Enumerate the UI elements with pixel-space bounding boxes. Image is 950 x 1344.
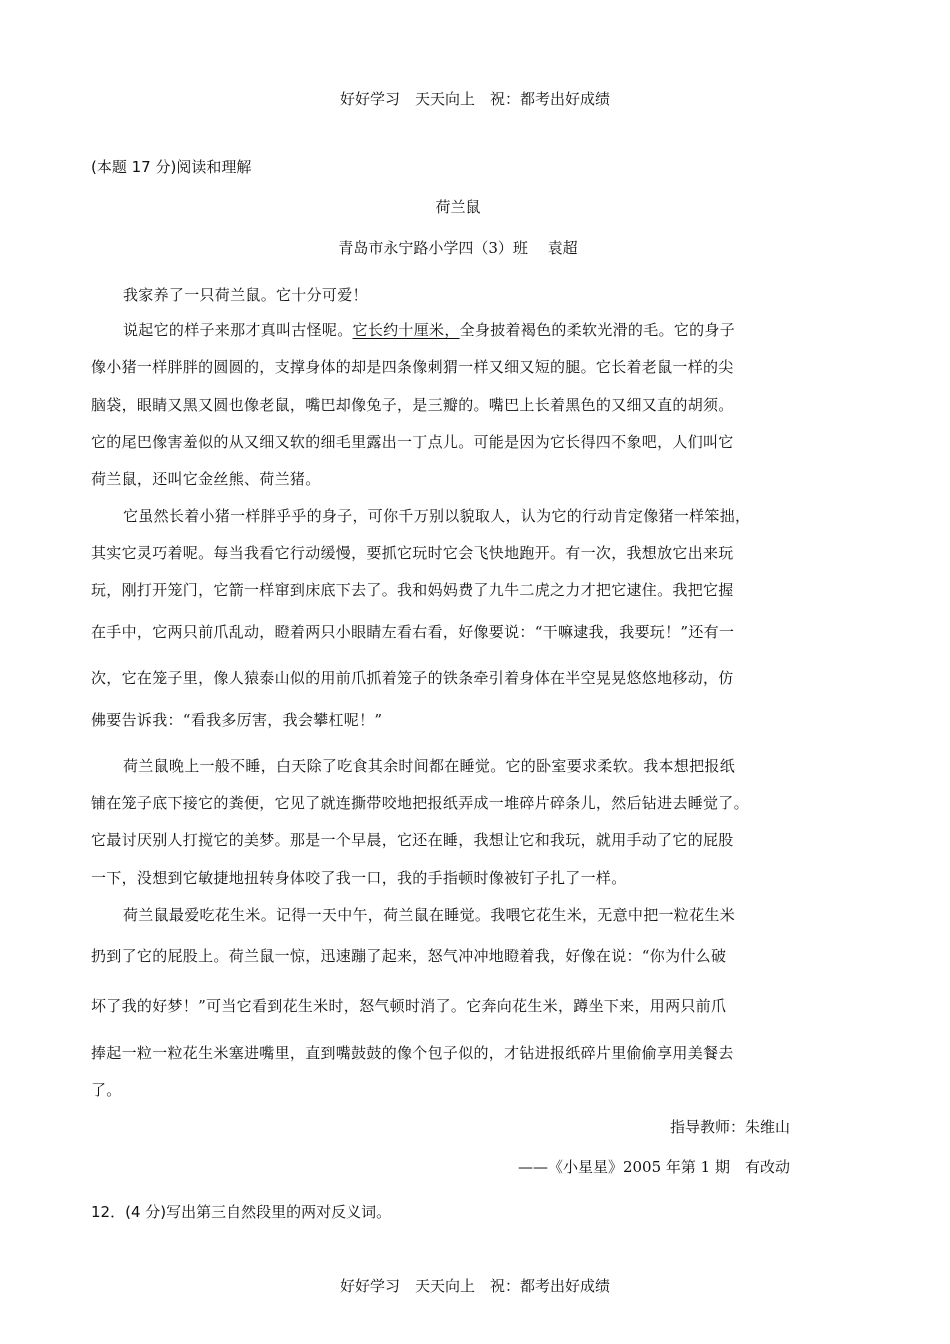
paragraph-line: 它的尾巴像害羞似的从又细又软的细毛里露出一丁点儿。可能是因为它长得四不象吧，人们叫它 (91, 433, 734, 451)
teacher-credit: 指导教师：朱维山 (669, 1118, 790, 1136)
paragraph-line: 荷兰鼠晚上一般不睡，白天除了吃食其余时间都在睡觉。它的卧室要求柔软。我本想把报纸 (123, 757, 736, 775)
paragraph-line: 扔到了它的屁股上。荷兰鼠一惊，迅速蹦了起来，怒气冲冲地瞪着我，好像在说：“你为什么破 (91, 947, 727, 965)
paragraph-line: 了。 (91, 1081, 122, 1099)
paragraph-line: 在手中，它两只前爪乱动，瞪着两只小眼睛左看右看，好像要说：“干嘛逮我，我要玩！”还有一 (91, 623, 735, 641)
paragraph-line: 它最讨厌别人打搅它的美梦。那是一个早晨，它还在睡，我想让它和我玩，就用手动了它的屁股 (91, 831, 734, 849)
section-intro: (本题 17 分)阅读和理解 (91, 158, 252, 176)
paragraph-line: 一下，没想到它敏捷地扭转身体咬了我一口，我的手指顿时像被钉子扎了一样。 (91, 869, 627, 887)
paragraph-line: 铺在笼子底下接它的粪便，它见了就连撕带咬地把报纸弄成一堆碎片碎条儿，然后钻进去睡觉了。 (91, 794, 749, 812)
page-header: 好好学习 天天向上 祝：都考出好成绩 (339, 90, 610, 108)
paragraph-line: 次，它在笼子里，像人猿泰山似的用前爪抓着笼子的铁条牵引着身体在半空晃晃悠悠地移动，仿 (91, 669, 734, 687)
article-title: 荷兰鼠 (435, 198, 481, 216)
paragraph-line: 荷兰鼠，还叫它金丝熊、荷兰猪。 (91, 470, 321, 488)
paragraph-line: 像小猪一样胖胖的圆圆的，支撑身体的却是四条像刺猬一样又细又短的腿。它长着老鼠一样的尖 (91, 358, 734, 376)
paragraph-line: 佛要告诉我：“看我多厉害，我会攀杠呢！” (91, 711, 383, 729)
paragraph-line: 其实它灵巧着呢。每当我看它行动缓慢，要抓它玩时它会飞快地跑开。有一次，我想放它出来玩 (91, 544, 734, 562)
paragraph-line: 捧起一粒一粒花生米塞进嘴里，直到嘴鼓鼓的像个包子似的，才钻进报纸碎片里偷偷享用美餐去 (91, 1044, 734, 1062)
paragraph-line: 荷兰鼠最爱吃花生米。记得一天中午，荷兰鼠在睡觉。我喂它花生米，无意中把一粒花生米 (123, 906, 736, 924)
paragraph-line: 它虽然长着小猪一样胖乎乎的身子，可你千万别以貌取人，认为它的行动肯定像猪一样笨拙， (123, 507, 751, 525)
paragraph-line: 脑袋，眼睛又黑又圆也像老鼠，嘴巴却像兔子，是三瓣的。嘴巴上长着黑色的又细又直的胡须。 (91, 396, 734, 414)
source-citation: ——《小星星》2005 年第 1 期 有改动 (517, 1158, 790, 1176)
paragraph-line: 我家养了一只荷兰鼠。它十分可爱！ (123, 286, 368, 304)
article-byline: 青岛市永宁路小学四（3）班 袁超 (338, 239, 578, 257)
underlined-sentence: 它长约十厘米， (352, 321, 460, 339)
text-span: 全身披着褐色的柔软光滑的毛。它的身子 (459, 321, 736, 339)
page-footer: 好好学习 天天向上 祝：都考出好成绩 (339, 1277, 610, 1295)
paragraph-line: 玩，刚打开笼门，它箭一样窜到床底下去了。我和妈妈费了九牛二虎之力才把它逮住。我把它握 (91, 581, 734, 599)
text-span: 说起它的样子来那才真叫古怪呢。 (123, 321, 353, 339)
paragraph-line: 坏了我的好梦！”可当它看到花生米时，怒气顿时消了。它奔向花生米，蹲坐下来，用两只前爪 (91, 997, 727, 1015)
question-12: 12．(4 分)写出第三自然段里的两对反义词。 (91, 1203, 392, 1221)
paragraph-line (123, 320, 811, 340)
